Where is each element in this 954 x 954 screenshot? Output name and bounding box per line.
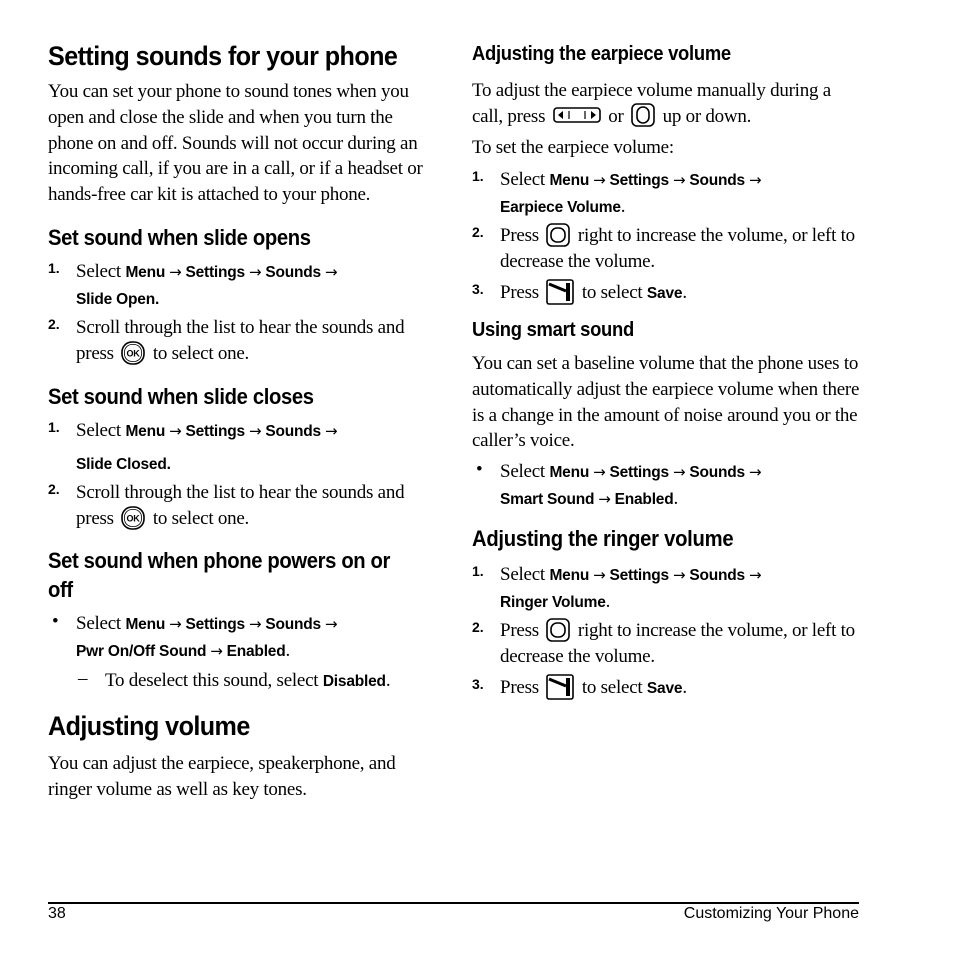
slide-opens-step-2: 2. Scroll through the list to hear the sounds and press OK to select one. bbox=[48, 316, 405, 364]
heading-ringer-volume: Adjusting the ringer volume bbox=[472, 526, 734, 551]
navigation-key-icon bbox=[546, 223, 570, 247]
slide-opens-step-1: 1. Select Menu → Settings → Sounds → Slide Open. bbox=[48, 260, 338, 308]
heading-slide-closes: Set sound when slide closes bbox=[48, 384, 314, 409]
ok-key-icon bbox=[121, 341, 145, 365]
heading-slide-opens: Set sound when slide opens bbox=[48, 225, 311, 250]
slide-closes-step-1: 1. Select Menu → Settings → Sounds → Slide Closed. bbox=[48, 419, 338, 473]
left-softkey-icon bbox=[546, 279, 574, 305]
ringer-step-2: 2. Press right to increase the volume, or left to decrease the volume. bbox=[472, 619, 855, 667]
ringer-step-1: 1. Select Menu → Settings → Sounds → Ringer Volume. bbox=[472, 563, 762, 612]
chapter-title: Customizing Your Phone bbox=[683, 905, 859, 922]
heading-earpiece-volume: Adjusting the earpiece volume bbox=[472, 43, 731, 65]
earpiece-manual-paragraph: To adjust the earpiece volume manually during a call, press or up or down. bbox=[472, 80, 831, 127]
navigation-key-icon bbox=[546, 618, 570, 642]
ok-key-icon bbox=[121, 506, 145, 530]
section-title-setting-sounds: Setting sounds for your phone bbox=[48, 41, 398, 71]
svg-text:OK: OK bbox=[126, 348, 140, 359]
earpiece-step-2: 2. Press right to increase the volume, or left to decrease the volume. bbox=[472, 224, 855, 272]
earpiece-step-1: 1. Select Menu → Settings → Sounds → Earpiece Volume. bbox=[472, 168, 762, 217]
earpiece-set-text: To set the earpiece volume: bbox=[472, 137, 674, 158]
ringer-step-3: 3. Press to select Save. bbox=[472, 675, 862, 702]
heading-smart-sound: Using smart sound bbox=[472, 319, 634, 341]
left-softkey-icon bbox=[546, 674, 574, 700]
footer-rule bbox=[48, 902, 859, 904]
intro-paragraph: You can set your phone to sound tones when you open and close the slide and when you turn the phone on and off. Sounds will not occur during an incoming call, if you are in a call, or if a headset or hands-free car kit is attached to your phone. bbox=[48, 81, 423, 206]
page-number: 38 bbox=[48, 905, 66, 922]
side-volume-key-icon bbox=[553, 107, 601, 123]
heading-power-on-off: Set sound when phone powers on or off bbox=[48, 548, 391, 602]
navigation-key-icon bbox=[631, 103, 655, 127]
power-bullet: • Select Menu → Settings → Sounds → Pwr On/Off Sound → Enabled. bbox=[52, 611, 338, 661]
slide-closes-step-2: 2. Scroll through the list to hear the sounds and press OK to select one. bbox=[48, 481, 405, 529]
volume-intro-paragraph: You can adjust the earpiece, speakerphone, and ringer volume as well as key tones. bbox=[48, 753, 396, 800]
power-dash-item: – To deselect this sound, select Disabled. bbox=[78, 668, 391, 691]
smart-sound-bullet: • Select Menu → Settings → Sounds → Smart Sound → Enabled. bbox=[476, 459, 762, 509]
earpiece-step-3: 3. Press to select Save. bbox=[472, 280, 862, 307]
section-title-adjusting-volume: Adjusting volume bbox=[48, 711, 250, 741]
smart-sound-paragraph: You can set a baseline volume that the phone uses to automatically adjust the earpiece volume when there is a change in the amount of noise around you or the caller’s voice. bbox=[472, 353, 860, 452]
svg-text:OK: OK bbox=[126, 513, 140, 524]
